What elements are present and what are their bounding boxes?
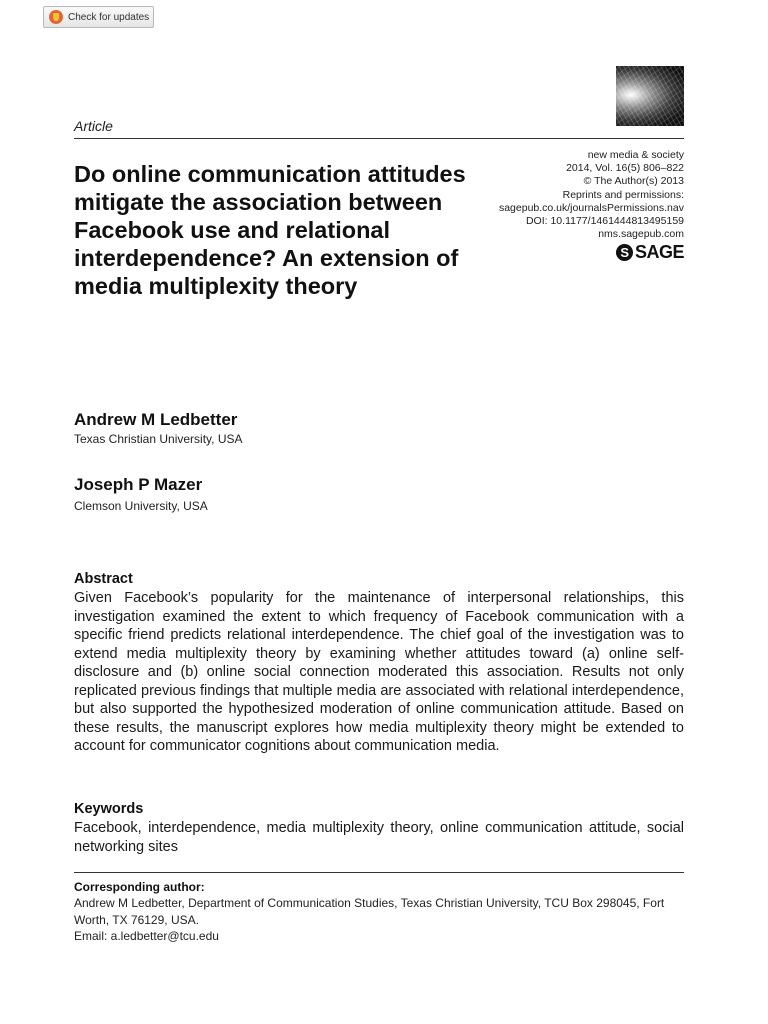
check-for-updates-label: Check for updates (68, 11, 150, 23)
keywords-text: Facebook, interdependence, media multiplexity theory, online communication attitude, social networking sites (74, 820, 684, 855)
journal-copyright: © The Author(s) 2013 (583, 175, 684, 188)
doi-link[interactable]: DOI: 10.1177/1461444813495159 (525, 215, 684, 228)
corresponding-author-details (74, 895, 674, 945)
journal-name: new media & society (587, 149, 684, 161)
author-name-2: Joseph P Mazer (74, 475, 203, 494)
crossmark-icon (49, 10, 63, 24)
journal-citation: 2014, Vol. 16(5) 806–822 (566, 162, 684, 175)
permissions-link[interactable]: sagepub.co.uk/journalsPermissions.nav (498, 201, 684, 214)
footnote-rule (74, 872, 684, 873)
keywords-heading: Keywords (74, 801, 144, 817)
corresponding-author-email[interactable]: Email: a.ledbetter@tcu.edu (74, 929, 219, 943)
sage-s-icon: S (616, 244, 633, 261)
abstract-text: Given Facebook’s popularity for the maintenance of interpersonal relationships, this investigation examined the extent to which frequency of Facebook communication with a specific friend predicts relational interdependence. The chief goal of the investigation was to extend media multiplexity theory by examining whether attitudes toward (a) online self-disclosure and (b) online social connection moderated this association. Results not only replicated previous findings that multiple media are associated with relational interdependence, but also supported the hypothesized moderation of online communication attitude. Based on these results, the manuscript explores how media multiplexity theory might be extended to account for communicator cognitions about communication media. (74, 590, 684, 754)
check-for-updates-button[interactable] (43, 6, 154, 28)
corresponding-author-heading: Corresponding author: (74, 880, 205, 894)
author-affiliation-2: Clemson University, USA (74, 499, 208, 513)
author-name-1: Andrew M Ledbetter (74, 410, 238, 429)
article-title: Do online communication attitudes mitigate the association between Facebook use and relational interdependence? An extension of media multiplexity theory (74, 161, 466, 299)
journal-site-link[interactable]: nms.sagepub.com (598, 228, 684, 241)
sage-logo-text: SAGE (634, 242, 684, 262)
sage-logo (616, 242, 684, 263)
corresponding-author-address: Andrew M Ledbetter, Department of Communication Studies, Texas Christian University, TCU Box 298045, Fort Worth, TX 76129, USA. (74, 896, 665, 927)
journal-cover-image (616, 66, 684, 126)
header-rule (74, 138, 684, 139)
abstract-heading: Abstract (74, 571, 133, 587)
reprints-label: Reprints and permissions: (562, 188, 684, 201)
author-affiliation-1: Texas Christian University, USA (74, 432, 243, 446)
article-type-label: Article (74, 118, 113, 134)
